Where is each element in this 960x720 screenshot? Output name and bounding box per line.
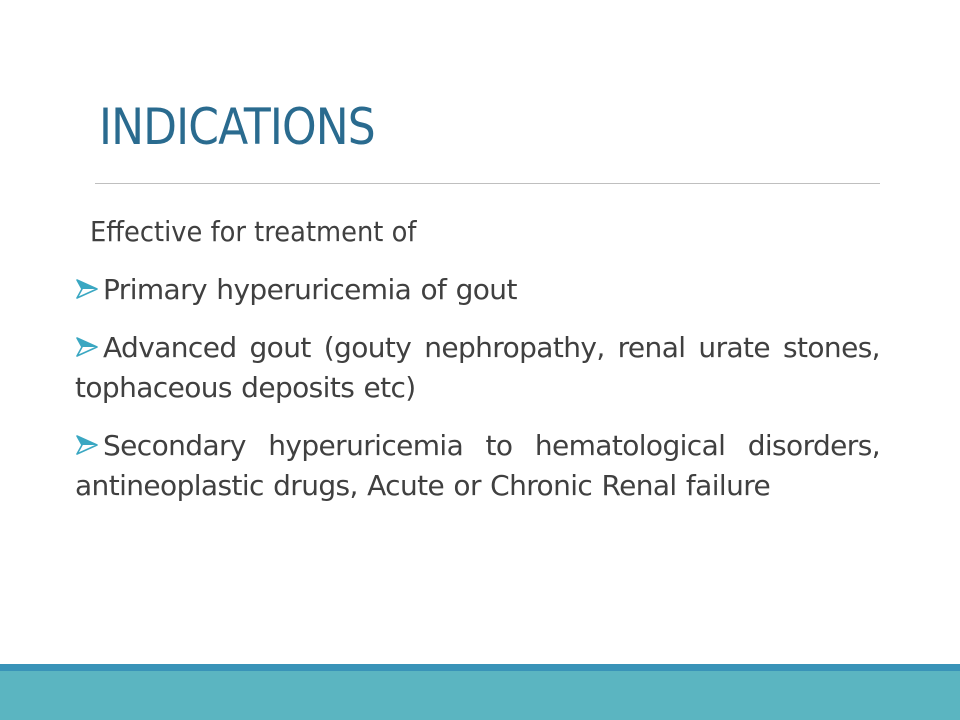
bullet-item <box>66 270 880 310</box>
bullet-text: Secondary hyperuricemia to hematological disorders, antineoplastic drugs, Acute or Chronic Renal failure <box>75 429 880 502</box>
bullet-item <box>66 328 880 408</box>
bullet-item <box>66 426 880 506</box>
bullet-list <box>66 270 880 524</box>
title-divider <box>95 183 880 184</box>
arrow-bullet-icon <box>75 434 99 456</box>
bullet-text: Advanced gout (gouty nephropathy, renal urate stones, tophaceous deposits etc) <box>75 331 880 404</box>
footer-band <box>0 664 960 720</box>
slide-title: INDICATIONS <box>99 98 375 156</box>
intro-text: Effective for treatment of <box>90 215 417 248</box>
bullet-text: Primary hyperuricemia of gout <box>103 273 517 306</box>
arrow-bullet-icon <box>75 278 99 300</box>
arrow-bullet-icon <box>75 336 99 358</box>
footer-stripe <box>0 664 960 671</box>
